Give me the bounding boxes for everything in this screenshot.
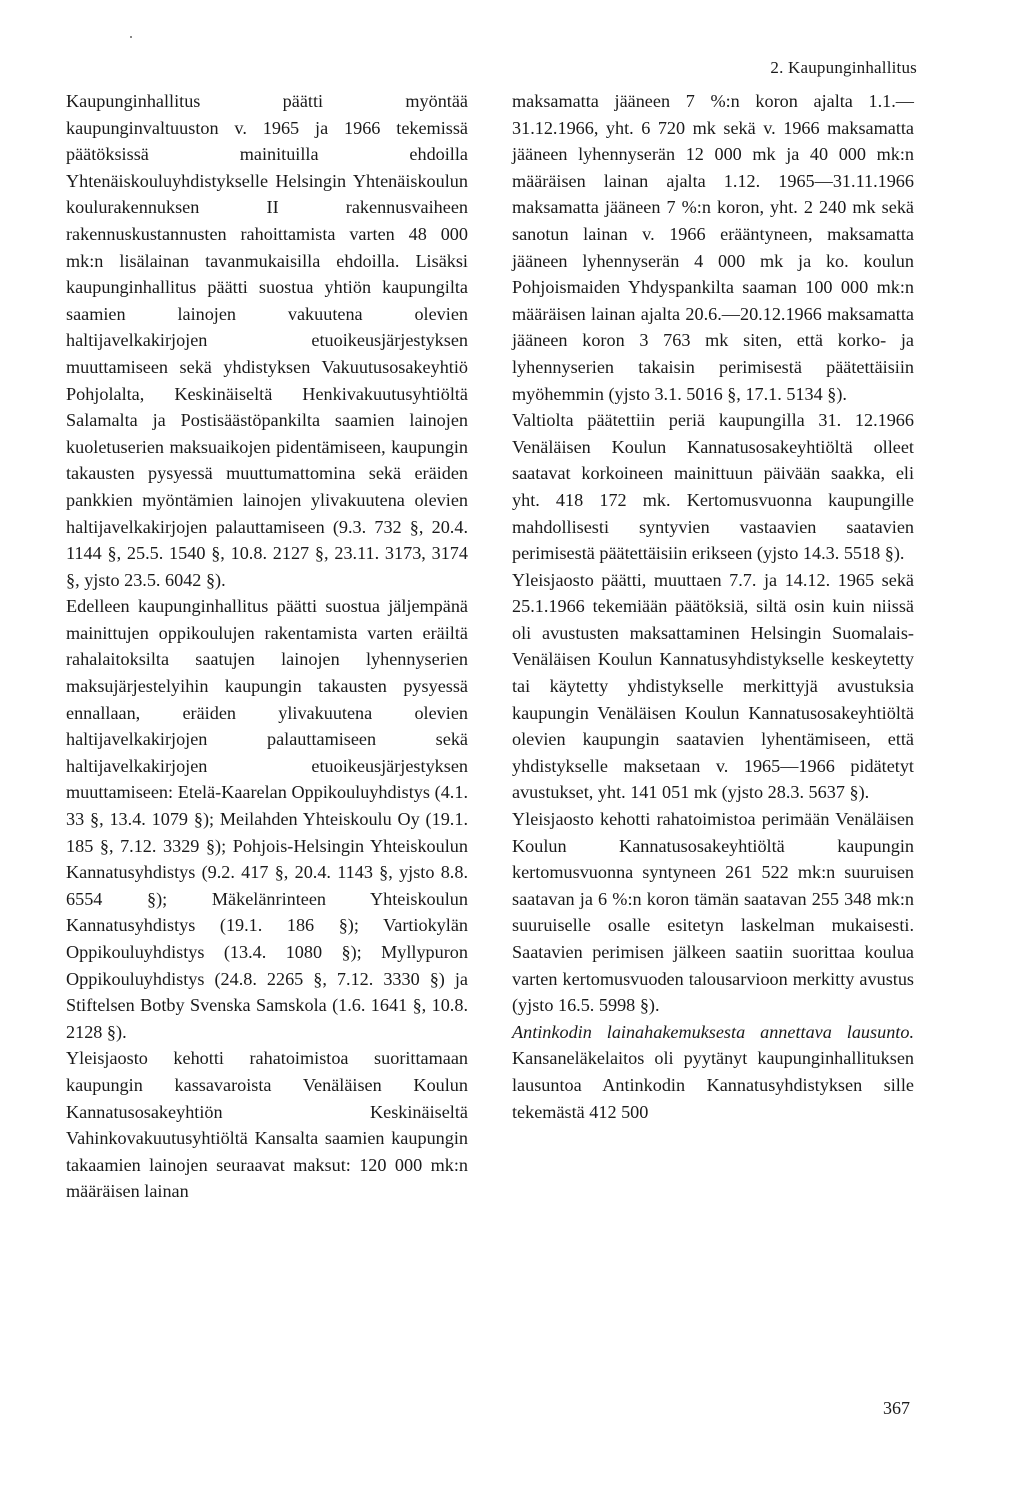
paragraph: Yleisjaosto kehotti rahatoimistoa suorittamaan kaupungin kassavaroista Venäläisen Koulun Kannatusosakeyhtiön Keskinäiseltä Vahinkovakuutusyhtiöltä Kansalta saamien kaupungin takaamien lainojen seuraavat maksut: 120 000 mk:n määräisen lainan: [66, 1048, 468, 1202]
paragraph: Valtiolta päätettiin periä kaupungilla 31. 12.1966 Venäläisen Koulun Kannatusosakeyhtiöltä olleet saatavat korkoineen mainittuun päivään saakka, eli yht. 418 172 mk. Kertomusvuonna kaupungille mahdollisesti syntyvien vastaavien saatavien perimisestä päätettäisiin erikseen (yjsto 14.3. 5518 §).: [512, 410, 914, 564]
section-heading: Antinkodin lainahakemuksesta annettava lausunto.: [512, 1021, 914, 1042]
paragraph: maksamatta jääneen 7 %:n koron ajalta 1.1.—31.12.1966, yht. 6 720 mk sekä v. 1966 maksamatta jääneen lyhennyserän 12 000 mk ja 40 000 mk:n määräisen lainan ajalta 1.12. 1965—31.11.1966 maksamatta jääneen 7 %:n koron, yht. 2 240 mk sekä sanotun lainan v. 1966 erääntyneen, maksamatta jääneen lyhennyserän 4 000 mk ja ko. koulun Pohjoismaiden Yhdyspankilta saaman 100 000 mk:n määräisen lainan ajalta 20.6.—20.12.1966 maksamatta jääneen koron 3 763 mk siten, että korko- ja lyhennyserien takaisin perimisestä päätettäisiin myöhemmin (yjsto 3.1. 5016 §, 17.1. 5134 §).: [512, 91, 914, 404]
right-column: [512, 88, 914, 1125]
scan-speck: [130, 36, 132, 38]
section-text: Kansaneläkelaitos oli pyytänyt kaupunginhallituksen lausuntoa Antinkodin Kannatusyhdistyksen sille tekemästä 412 500: [512, 1048, 914, 1122]
paragraph: Kaupunginhallitus päätti myöntää kaupunginvaltuuston v. 1965 ja 1966 tekemissä päätöksissä mainituilla ehdoilla Yhtenäiskouluyhdistykselle Helsingin Yhtenäiskoulun koulurakennuksen II rakennusvaiheen rakennuskustannusten rahoittamista varten 48 000 mk:n lisälainan tavanmukaisilla ehdoilla. Lisäksi kaupunginhallitus päätti suostua yhtiön kaupungilta saamien lainojen vakuutena olevien haltijavelkakirjojen etuoikeusjärjestyksen muuttamiseen sekä yhdistyksen Vakuutusosakeyhtiö Pohjolalta, Keskinäiseltä Henkivakuutusyhtiöltä Salamalta ja Postisäästöpankilta saamien lainojen kuoletuserien maksuaikojen pidentämiseen, kaupungin takausten pysyessä muuttumattomina sekä eräiden pankkien myöntämien lainojen ylivakuutena olevien haltijavelkakirjojen palauttamiseen (9.3. 732 §, 20.4. 1144 §, 25.5. 1540 §, 10.8. 2127 §, 23.11. 3173, 3174 §, yjsto 23.5. 6042 §).: [66, 91, 468, 590]
page-number: 367: [883, 1398, 910, 1418]
paragraph: Yleisjaosto kehotti rahatoimistoa perimään Venäläisen Koulun Kannatusosakeyhtiöltä kaupungin kertomusvuonna syntyneen 261 522 mk:n suuruisen saatavan ja 6 %:n koron tämän saatavan 255 348 mk:n suuruiselle osalle esitetyn laskelman mukaisesti. Saatavien perimisen jälkeen saatiin suorittaa koulua varten kertomusvuoden talousarvioon merkitty avustus (yjsto 16.5. 5998 §).: [512, 809, 914, 1016]
paragraph: Yleisjaosto päätti, muuttaen 7.7. ja 14.12. 1965 sekä 25.1.1966 tekemiään päätöksiä, siltä osin kuin niissä oli avustusten maksattaminen Helsingin Suomalais-Venäläisen Koulun Kannatusyhdistykselle keskeytetty tai käytetty yhdistykselle merkittyjä avustuksia kaupungin Venäläisen Koulun Kannatusosakeyhtiöltä olevien kaupungin saatavien lyhentämiseen, että yhdistykselle maksetaan v. 1965—1966 pidätetyt avustukset, yht. 141 051 mk (yjsto 28.3. 5637 §).: [512, 569, 914, 803]
paragraph: Edelleen kaupunginhallitus päätti suostua jäljempänä mainittujen oppikoulujen rakentamista varten eräiltä rahalaitoksilta saatujen lainojen lyhennyserien maksujärjestelyihin kaupungin takausten pysyessä ennallaan, eräiden ylivakuutena olevien haltijavelkakirjojen palauttamiseen sekä haltijavelkakirjojen etuoikeusjärjestyksen muuttamiseen: Etelä-Kaarelan Oppikouluyhdistys (4.1. 33 §, 13.4. 1079 §); Meilahden Yhteiskoulu Oy (19.1. 185 §, 7.12. 3329 §); Pohjois-Helsingin Yhteiskoulun Kannatusyhdistys (9.2. 417 §, 20.4. 1143 §, yjsto 8.8. 6554 §); Mäkelänrinteen Yhteiskoulun Kannatusyhdistys (19.1. 186 §); Vartiokylän Oppikouluyhdistys (13.4. 1080 §); Myllypuron Oppikouluyhdistys (24.8. 2265 §, 7.12. 3330 §) ja Stiftelsen Botby Svenska Samskola (1.6. 1641 §, 10.8. 2128 §).: [66, 596, 468, 1042]
left-column: [66, 88, 468, 1205]
running-head: 2. Kaupunginhallitus: [770, 58, 917, 77]
paragraph-with-heading: [512, 1019, 914, 1125]
